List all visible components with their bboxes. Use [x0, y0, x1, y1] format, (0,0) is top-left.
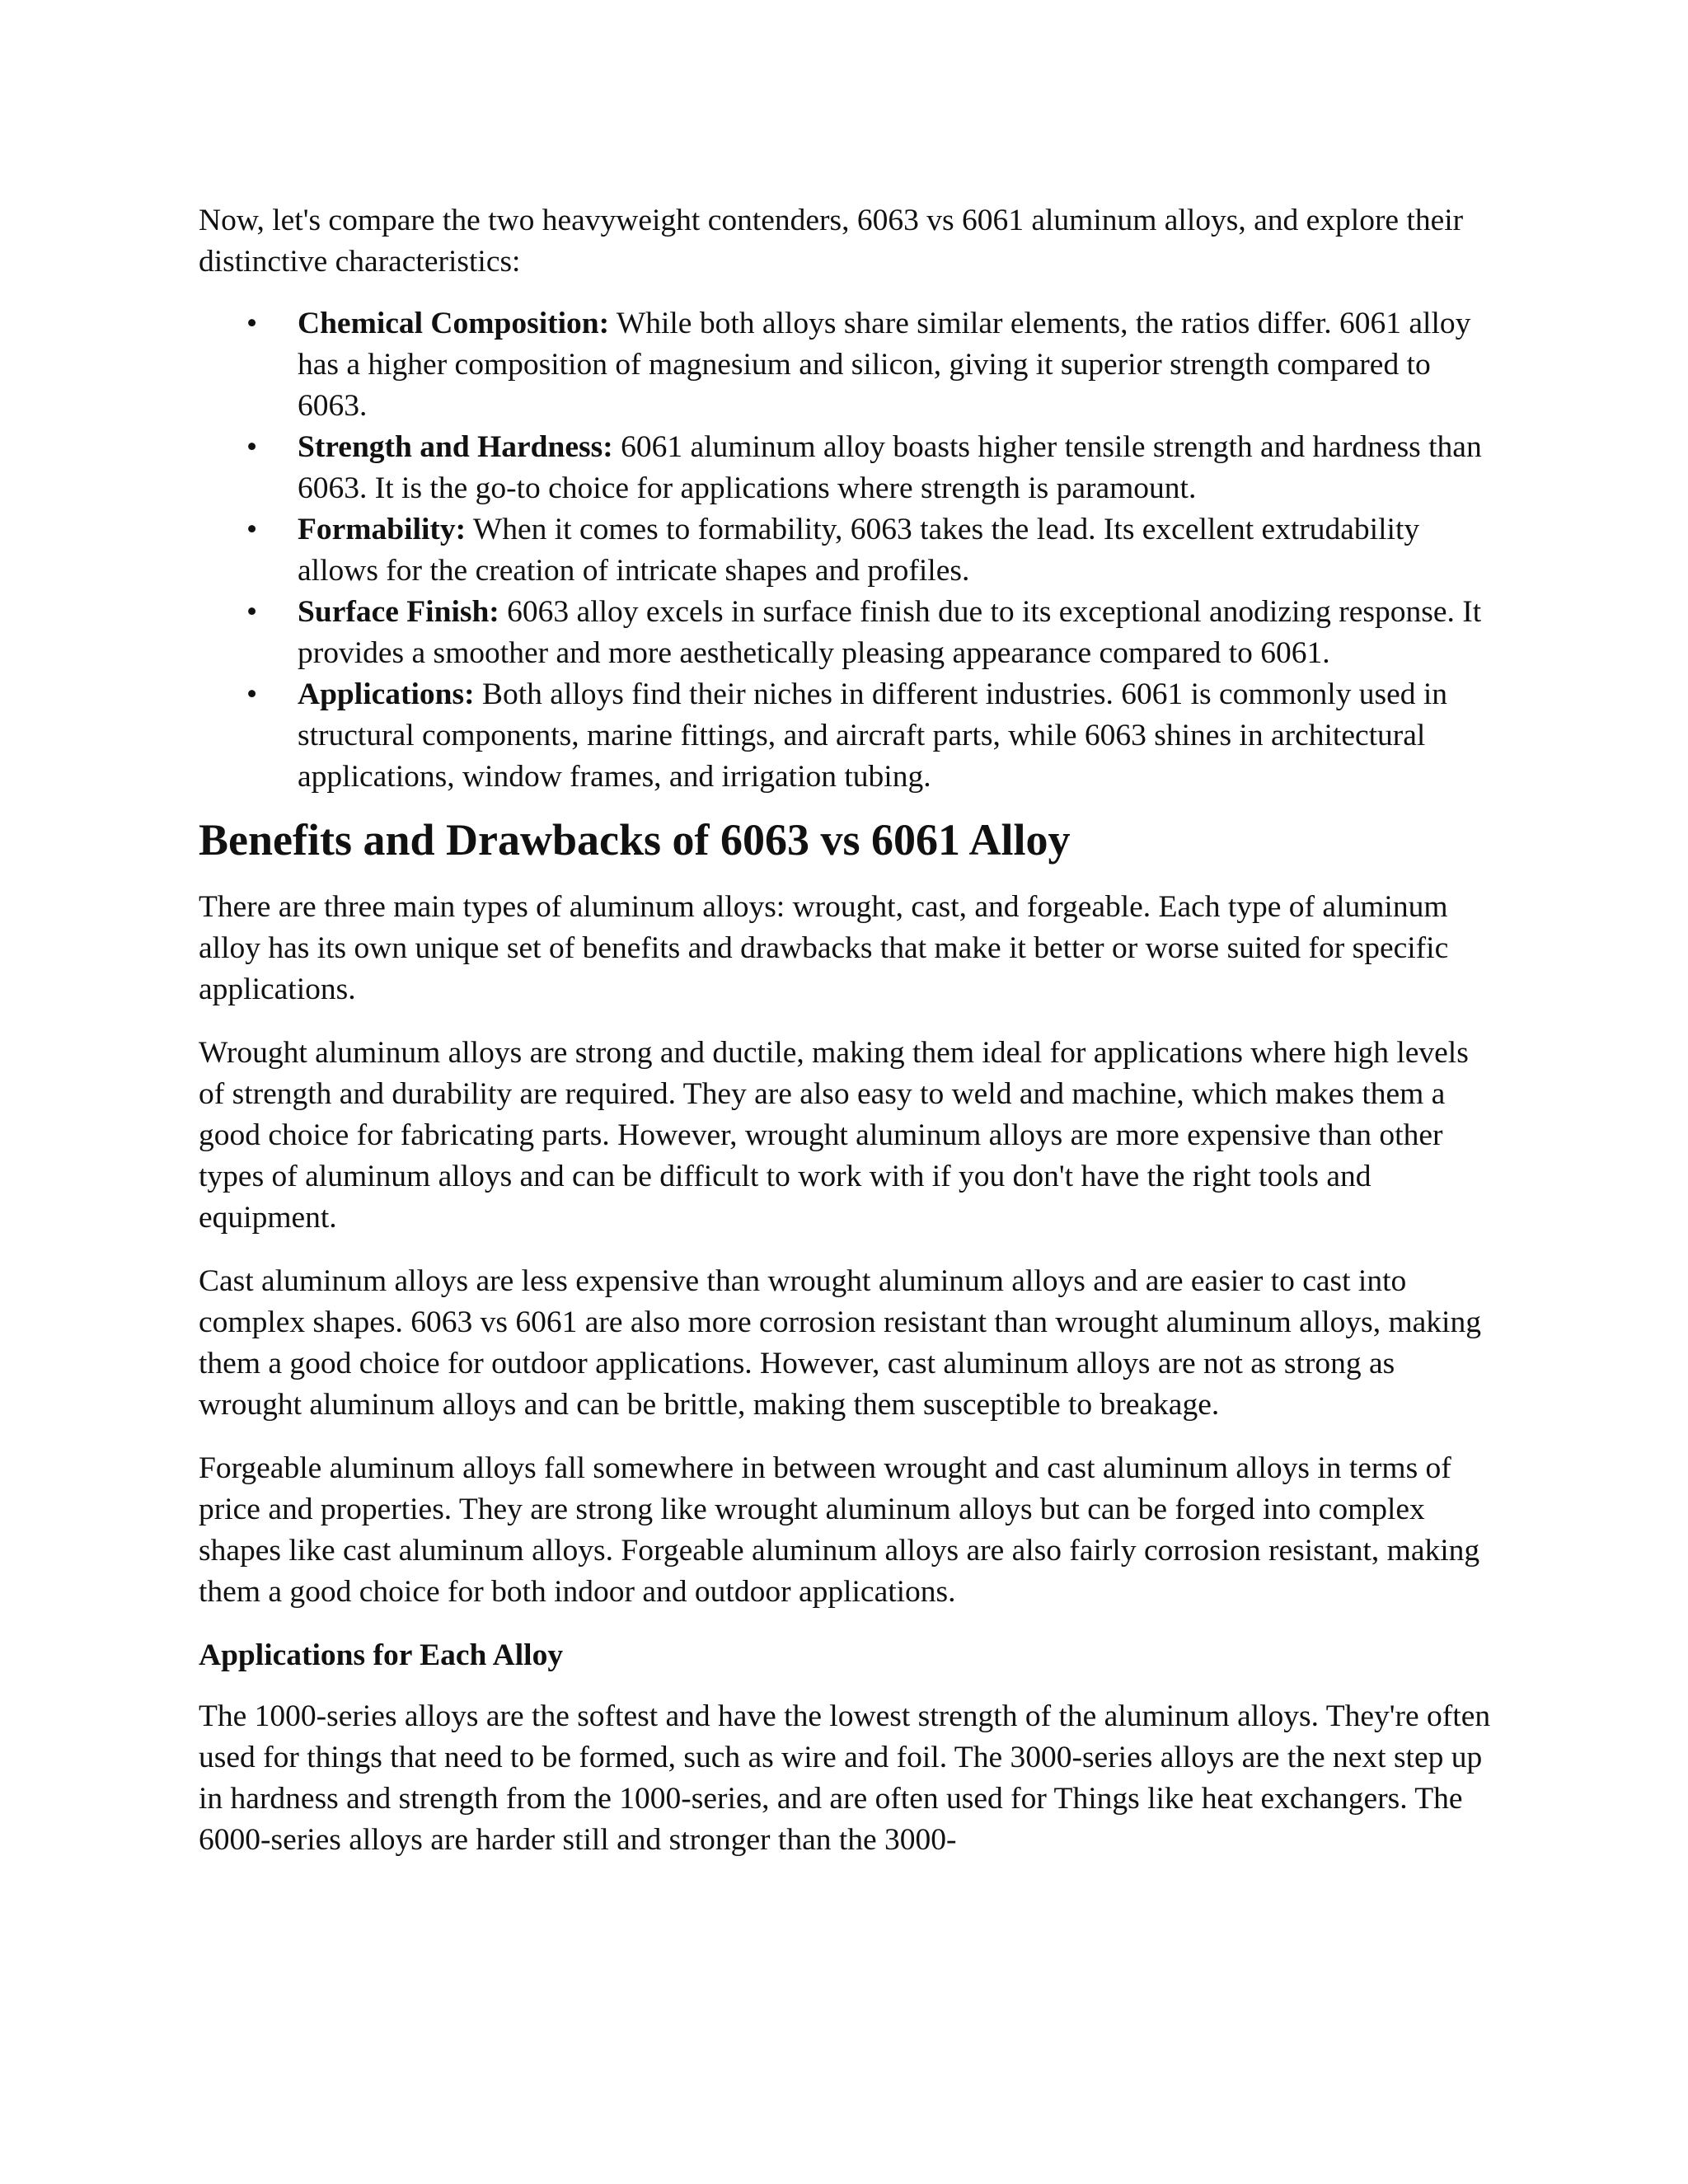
list-item-label: Strength and Hardness:: [298, 430, 613, 464]
bullet-icon: •: [246, 430, 258, 464]
bullet-icon: •: [246, 595, 258, 629]
body-paragraph: There are three main types of aluminum alloys: wrought, cast, and forgeable. Each type of aluminum alloy has its own unique set of benefits and drawbacks that make it better or worse suited for specific applications.: [199, 890, 1449, 1006]
list-item-label: Formability:: [298, 513, 467, 546]
list-item-label: Chemical Composition:: [298, 307, 610, 340]
list-item-label: Applications:: [298, 677, 475, 711]
list-item: [199, 509, 1501, 592]
list-item-text: While both alloys share similar elements, the ratios differ. 6061 alloy has a higher composition of magnesium and silicon, giving it superior strength compared to 6063.: [298, 307, 1471, 423]
body-paragraph: Wrought aluminum alloys are strong and ductile, making them ideal for applications where high levels of strength and durability are required. They are also easy to weld and machine, which makes them a good choice for fabricating parts. However, wrought aluminum alloys are more expensive than other types of aluminum alloys and can be difficult to work with if you don't have the right tools and equipment.: [199, 1036, 1469, 1235]
comparison-list: [199, 303, 1501, 798]
list-item-text: 6063 alloy excels in surface finish due to its exceptional anodizing response. It provides a smoother and more aesthetically pleasing appearance compared to 6061.: [298, 595, 1482, 670]
document-page: [199, 200, 1501, 1861]
list-item: [199, 674, 1501, 798]
list-item-text: When it comes to formability, 6063 takes the lead. Its excellent extrudability allows for the creation of intricate shapes and profiles.: [298, 513, 1420, 588]
list-item-text: 6061 aluminum alloy boasts higher tensile strength and hardness than 6063. It is the go-to choice for applications where strength is paramount.: [298, 430, 1482, 505]
list-item: [199, 427, 1501, 509]
list-item: [199, 592, 1501, 674]
body-paragraph: The 1000-series alloys are the softest and have the lowest strength of the aluminum alloys. They're often used for things that need to be formed, such as wire and foil. The 3000-series alloys are the next step up in hardness and strength from the 1000-series, and are often used for Things like heat exchangers. The 6000-series alloys are harder still and stronger than the 3000-: [199, 1699, 1491, 1857]
bullet-icon: •: [246, 513, 258, 546]
list-item-text: Both alloys find their niches in different industries. 6061 is commonly used in structural components, marine fittings, and aircraft parts, while 6063 shines in architectural applications, window frames, and irrigation tubing.: [298, 677, 1448, 794]
list-item: [199, 303, 1501, 427]
subsection-heading: Applications for Each Alloy: [199, 1638, 564, 1672]
bullet-icon: •: [246, 677, 258, 711]
bullet-icon: •: [246, 307, 258, 340]
list-item-label: Surface Finish:: [298, 595, 499, 629]
intro-paragraph: Now, let's compare the two heavyweight contenders, 6063 vs 6061 aluminum alloys, and explore their distinctive characteristics:: [199, 204, 1464, 279]
body-paragraph: Cast aluminum alloys are less expensive than wrought aluminum alloys and are easier to cast into complex shapes. 6063 vs 6061 are also more corrosion resistant than wrought aluminum alloys, making them a good choice for outdoor applications. However, cast aluminum alloys are not as strong as wrought aluminum alloys and can be brittle, making them susceptible to breakage.: [199, 1264, 1481, 1422]
body-paragraph: Forgeable aluminum alloys fall somewhere in between wrought and cast aluminum alloys in terms of price and properties. They are strong like wrought aluminum alloys but can be forged into complex shapes like cast aluminum alloys. Forgeable aluminum alloys are also fairly corrosion resistant, making them a good choice for both indoor and outdoor applications.: [199, 1451, 1480, 1609]
section-heading: Benefits and Drawbacks of 6063 vs 6061 Alloy: [199, 815, 1071, 865]
